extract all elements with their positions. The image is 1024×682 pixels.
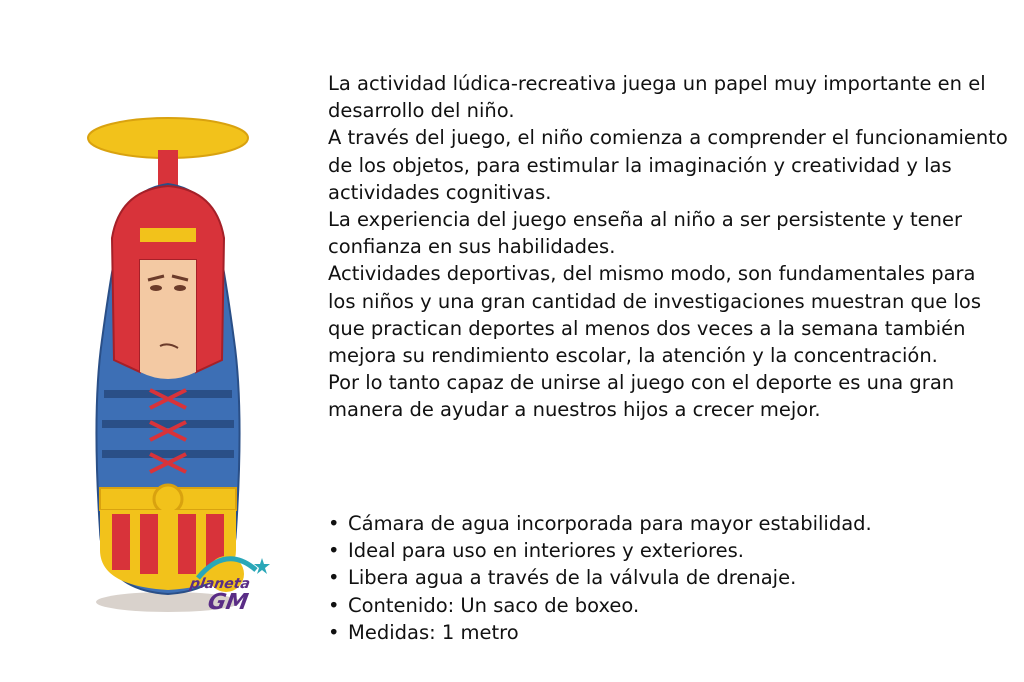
feature-text: Cámara de agua incorporada para mayor estabilidad. <box>348 512 872 535</box>
feature-item <box>328 592 1008 619</box>
description-paragraph-5: Por lo tanto capaz de unirse al juego con el deporte es una gran manera de ayudar a nuestros hijos a crecer mejor. <box>328 371 955 422</box>
description-paragraph-3: La experiencia del juego enseña al niño a ser persistente y tener confianza en sus habilidades. <box>328 208 963 259</box>
feature-item <box>328 510 1008 537</box>
feature-text: Contenido: Un saco de boxeo. <box>348 593 640 617</box>
feature-text: Ideal para uso en interiores y exteriores. <box>348 539 744 563</box>
bullet-icon: • <box>328 539 340 563</box>
feature-item <box>328 537 1008 564</box>
logo-text-line1: planeta <box>188 576 252 592</box>
description-paragraph-1: La actividad lúdica-recreativa juega un papel muy importante en el desarrollo del niño. <box>328 72 986 123</box>
feature-list <box>328 510 1008 646</box>
bullet-icon: • <box>328 512 340 535</box>
feature-item <box>328 619 1008 646</box>
description-paragraph-4: Actividades deportivas, del mismo modo, son fundamentales para los niños y una gran cantidad de investigaciones muestran que los que practican deportes al menos dos veces a la semana también mejora su rendimiento escolar, la atención y la concentración. <box>328 262 981 368</box>
product-description <box>328 70 1008 424</box>
feature-text: Medidas: 1 metro <box>348 620 519 644</box>
bullet-icon: • <box>328 566 340 590</box>
logo-text-line2: GM <box>205 590 251 615</box>
feature-text: Libera agua a través de la válvula de drenaje. <box>348 566 797 590</box>
planeta-gm-logo <box>186 548 272 620</box>
bullet-icon: • <box>328 593 340 617</box>
feature-item <box>328 564 1008 591</box>
bullet-icon: • <box>328 620 340 644</box>
description-paragraph-2: A través del juego, el niño comienza a comprender el funcionamiento de los objetos, para estimular la imaginación y creatividad y las actividades cognitivas. <box>328 126 1008 204</box>
